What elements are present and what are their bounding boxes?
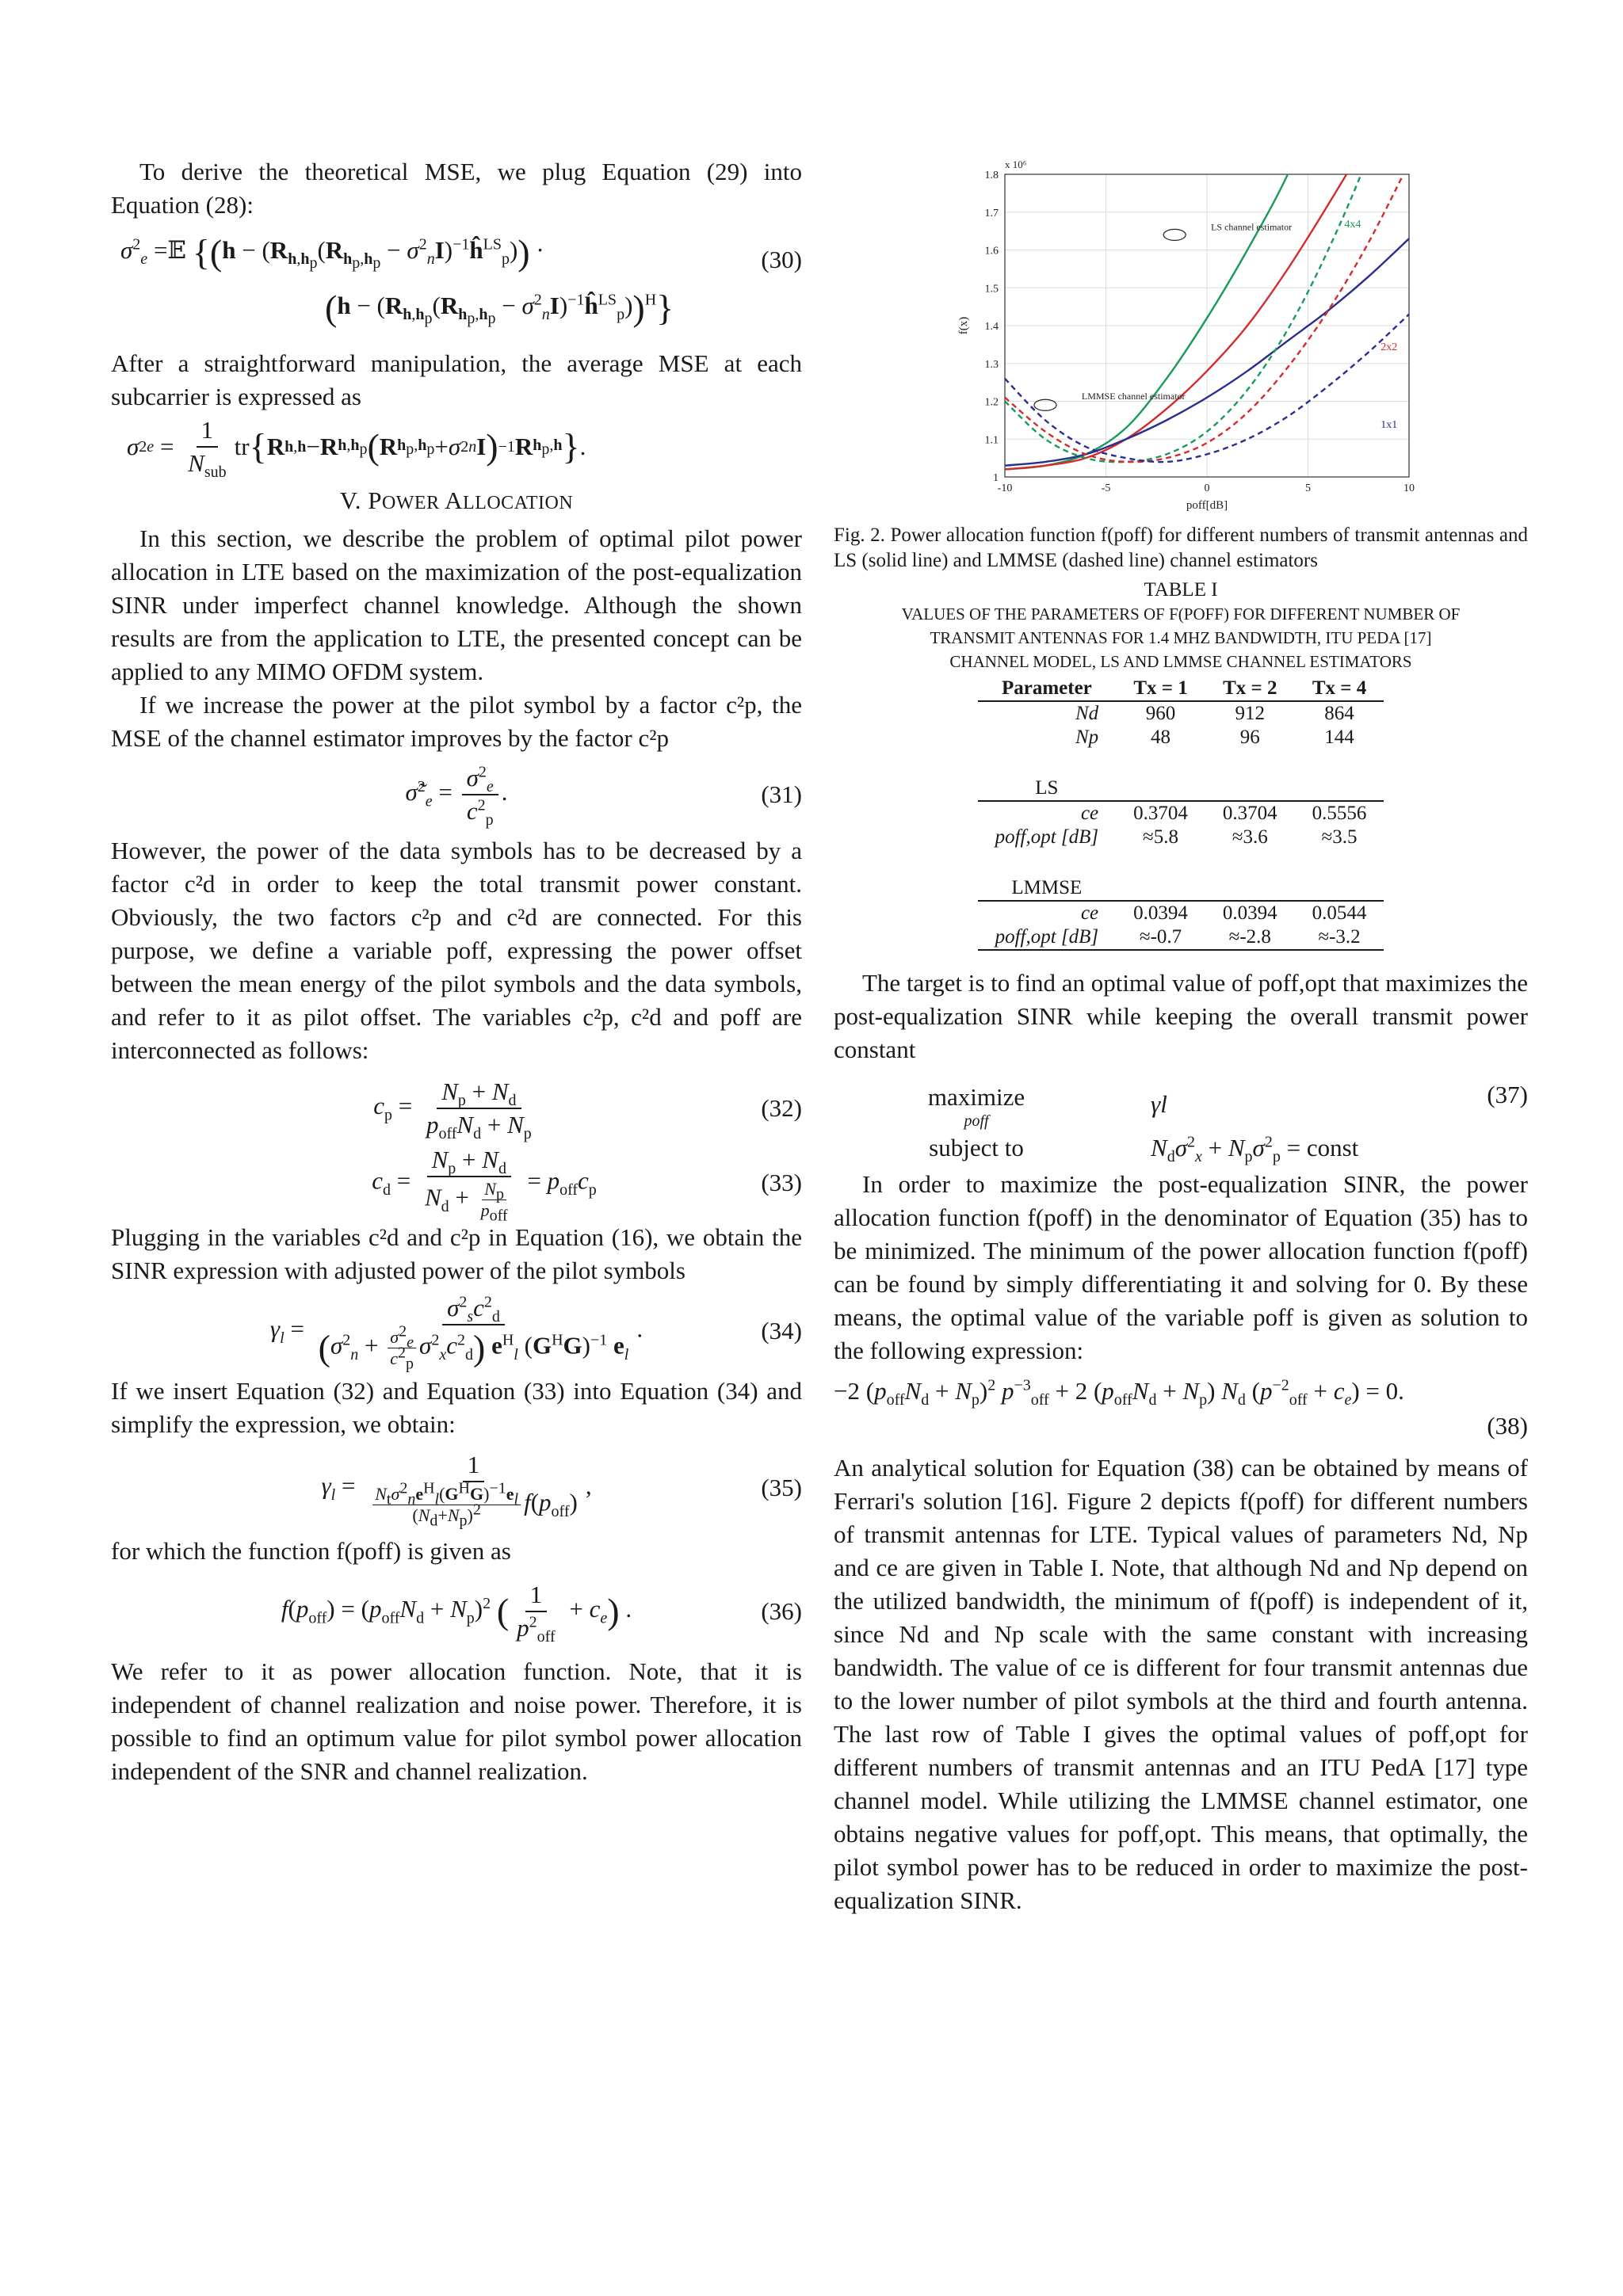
table-cell: 0.0544 <box>1312 902 1367 924</box>
table-cell-param: ce <box>1080 902 1099 924</box>
equation-average-mse: σ 2 e = $\frac{1}{N_{sub}}$ tr { R h,h − R $h,h_p$ ( R $h_p,h_p$ + σ 2 n I ) −1 R $h_p,h$ } . <box>127 416 586 482</box>
annotation-lmmse-estimator: LMMSE channel estimator <box>1081 391 1186 402</box>
table-cell: 0.3704 <box>1222 803 1277 824</box>
power-allocation-paragraph-2: If we increase the power at the pilot symbol by a factor c²p, the MSE of the channel estimator improves by the factor c²p <box>111 691 802 752</box>
y-tick-label: 1.4 <box>984 321 999 333</box>
table-cell: 0.3704 <box>1133 803 1188 824</box>
annotation-4x4: 4x4 <box>1344 218 1361 231</box>
maximize-subscript: poff <box>964 1112 989 1130</box>
table-group-label: LMMSE <box>978 876 1117 901</box>
table-row <box>978 925 1384 950</box>
power-allocation-chart <box>951 155 1426 520</box>
equation-38-number: (38) <box>1487 1412 1528 1440</box>
figure-caption: Fig. 2. Power allocation function f(poff) for different numbers of transmit antennas and LS (solid line) and LMMSE (dashed line) channel estimators <box>834 524 1528 571</box>
table-cell-param: ce <box>1080 803 1099 824</box>
table-cell: ≈3.6 <box>1232 826 1268 848</box>
axis-multiplier: x 10⁶ <box>1005 158 1027 170</box>
table-cell: 48 <box>1151 727 1171 748</box>
table-row <box>978 701 1384 726</box>
left-column <box>111 155 802 1788</box>
objective-expression: γl <box>1151 1090 1167 1118</box>
y-tick-label: 1.5 <box>984 283 999 296</box>
power-allocation-paragraph-7: We refer to it as power allocation function. Note, that it is independent of channel realization and noise power. Therefore, it is possible to find an optimum value for pilot symbol power allocation independent of the SNR and channel realization. <box>111 1657 802 1785</box>
table-cell: 0.0394 <box>1222 902 1277 924</box>
table-cell: ≈-3.2 <box>1318 926 1361 948</box>
y-tick-label: 1.1 <box>984 434 999 447</box>
equation-30-line1: $\sigma^2_e$ =𝔼 {($h - (R_{h,h_p}(R_{h_p,h_p}$ − $\sigma^2_nI)^{-1}ĥ^{LS}_p$)) · <box>120 231 544 273</box>
intro-paragraph: To derive the theoretical MSE, we plug Equation (29) into Equation (28): <box>111 158 802 219</box>
equation-30 <box>111 228 802 347</box>
power-allocation-paragraph-6: for which the function f(poff) is given as <box>111 1537 511 1565</box>
maximize-label <box>905 1081 1048 1128</box>
optimization-constraint <box>834 1131 1528 1165</box>
table-header: Parameter <box>978 677 1117 701</box>
table-caption-line3: CHANNEL MODEL, LS AND LMMSE CHANNEL ESTIMATORS <box>949 652 1412 671</box>
table-cell: 960 <box>1145 703 1176 724</box>
power-allocation-paragraph-4: Plugging in the variables c²d and c²p in Equation (16), we obtain the SINR expression with adjusted power of the pilot symbols <box>111 1223 802 1284</box>
annotation-ls-ellipse <box>1163 229 1186 240</box>
table-label: TABLE I <box>1144 579 1218 601</box>
constraint-expression: $N_d\sigma^2_x + N_p\sigma^2_p$ = const <box>1151 1133 1359 1166</box>
equation-35: $\gamma_l$ = 1 $\frac{N_t\sigma^2_ne^H_l(G^HG)^{-1}e_l}{(N_d+N_p)^2}$ $f(p_{off})$ , (35) <box>321 1450 802 1529</box>
table-row <box>978 826 1384 849</box>
power-allocation-paragraph-3: However, the power of the data symbols has to be decreased by a factor c²d in order to keep the total transmit power constant. Obviously, the two factors c²p and c²d are connected. For this purpose, we define a variable poff, expressing the power offset between the mean energy of the pilot symbols and the data symbols, and refer to it as pilot offset. The variables c²p, c²d and poff are interconnected as follows: <box>111 837 802 1064</box>
parameters-table <box>978 677 1384 951</box>
table-group-label: LS <box>978 776 1117 801</box>
table-caption <box>834 602 1528 673</box>
power-allocation-paragraph-1: In this section, we describe the problem of optimal pilot power allocation in LTE based on the maximization of the post-equalization SINR under imperfect channel knowledge. Although the shown results are from the application to LTE, the presented concept can be applied to any MIMO OFDM system. <box>111 524 802 685</box>
x-axis-label: poff[dB] <box>1186 499 1228 512</box>
table-cell: ≈5.8 <box>1143 826 1179 848</box>
equation-30-number: (30) <box>761 246 802 273</box>
right-paragraph-3: An analytical solution for Equation (38) can be obtained by means of Ferrari's solution [16]. Figure 2 depicts f(poff) for different numbers of transmit antennas for LTE. Typical values of parameters Nd, Np and ce are given in Table I. Note, that although Nd and Np depend on the utilized bandwidth, the minimum of f(poff) is independent of it, since Nd and Np scale with the same constant with increasing bandwidth. The value of ce is different for four transmit antennas due to the lower number of pilot symbols at the third and fourth antenna. The last row of Table I gives the optimal values of poff,opt for different numbers of transmit antennas and an ITU PedA [17] type channel model. While utilizing the LMMSE channel estimator, one obtains negative values for poff,opt. This means, that optimally, the pilot symbol power has to be reduced in order to maximize the post-equalization SINR. <box>834 1454 1528 1914</box>
table-cell: ≈3.5 <box>1321 826 1358 848</box>
equation-38: −2 $(p_{off}N_d + N_p)^2$ $p^{-3}_{off} + 2$ $(p_{off}N_d + N_p)$ $N_d$ $(p^{-2}_{off} + c_e) = 0$. (38) <box>834 1376 1528 1440</box>
section-title: V. POWER ALLOCATION <box>339 486 574 514</box>
table-cell-param: poff,opt [dB] <box>995 926 1099 948</box>
table-row <box>978 801 1384 826</box>
annotation-ls-estimator: LS channel estimator <box>1211 221 1293 233</box>
figure-2 <box>951 155 1426 520</box>
equation-37 <box>834 1081 1528 1168</box>
table-cell: 0.5556 <box>1312 803 1367 824</box>
table-header: Tx = 4 <box>1295 677 1384 701</box>
equation-33-number: (33) <box>761 1169 802 1196</box>
table-header: Tx = 1 <box>1116 677 1205 701</box>
table-cell: ≈-0.7 <box>1139 926 1182 948</box>
equation-34-number: (34) <box>761 1317 802 1344</box>
y-tick-label: 1.6 <box>984 245 999 257</box>
equation-31-number: (31) <box>761 780 802 808</box>
right-paragraph-1: The target is to find an optimal value of poff,opt that maximizes the post-equalization SINR while keeping the overall transmit power constant <box>834 969 1528 1063</box>
equation-33: $c_d$ = $N_p + N_d$ $N_d$ + $\frac{N_p}{p_{off}}$ = $p_{off}c_p$ (33) <box>372 1145 802 1224</box>
table-cell: 864 <box>1324 703 1354 724</box>
power-allocation-paragraph-5: If we insert Equation (32) and Equation (33) into Equation (34) and simplify the expression, we obtain: <box>111 1377 802 1438</box>
y-tick-label: 1.7 <box>984 207 999 219</box>
table-cell: 144 <box>1324 727 1354 748</box>
table-row <box>978 901 1384 925</box>
right-column <box>834 523 1528 1917</box>
table-spacer <box>978 849 1384 876</box>
y-tick-label: 1 <box>993 472 999 484</box>
equation-36: $f(p_{off}) = (p_{off}N_d + N_p)^2$ ( $\frac{1}{p^2_{off}}$ + $c_e$) . (36) <box>281 1581 802 1646</box>
table-cell: 912 <box>1235 703 1266 724</box>
y-tick-label: 1.8 <box>984 170 999 181</box>
y-axis-label: f(x) <box>957 316 970 335</box>
table-header: Tx = 2 <box>1205 677 1295 701</box>
maximize-text: maximize <box>927 1083 1025 1111</box>
x-tick-label: -5 <box>1101 482 1111 494</box>
table-cell-param: Np <box>1075 727 1099 748</box>
equation-35-number: (35) <box>761 1474 802 1501</box>
table-cell: 0.0394 <box>1133 902 1188 924</box>
y-tick-label: 1.2 <box>984 396 999 409</box>
annotation-2x2: 2x2 <box>1381 341 1398 354</box>
right-paragraph-2: In order to maximize the post-equalization SINR, the power allocation function f(poff) in the denominator of Equation (35) has to be minimized. The minimum of the power allocation function f(poff) can be found by simply differentiating it and solving for 0. By these means, the optimal value of the variable poff is given as solution to the following expression: <box>834 1170 1528 1364</box>
table-group-row <box>978 776 1384 801</box>
table-cell-param: poff,opt [dB] <box>995 826 1099 848</box>
table-spacer <box>978 749 1384 776</box>
table-group-row <box>978 876 1384 901</box>
table-caption-line1: VALUES OF THE PARAMETERS OF F(POFF) FOR DIFFERENT NUMBER OF <box>901 605 1461 624</box>
x-tick-label: -10 <box>997 482 1013 494</box>
equation-34: $\gamma_l$ = $\sigma^2_sc^2_d$ ($\sigma^2_n$ + $\frac{\sigma^2_e}{c^2_p}$ $\sigma^2_xc^2_d$) $e^H_l$ $(G^HG)^{-1}$ $e_l$ . (34) <box>269 1293 802 1372</box>
table-caption-line2: TRANSMIT ANTENNAS FOR 1.4 MHZ BANDWIDTH, ITU PEDA [17] <box>930 628 1432 647</box>
equation-30-line2: ($h - (R_{h,h_p}(R_{h_p,h_p}$ − $\sigma^2_nI)^{-1}ĥ^{LS}_p))^H$} <box>325 287 674 328</box>
table-cell: ≈-2.8 <box>1228 926 1271 948</box>
table-row <box>978 726 1384 749</box>
annotation-1x1: 1x1 <box>1381 418 1398 431</box>
table-cell: 96 <box>1239 727 1260 748</box>
table-header-row <box>978 677 1384 701</box>
table-cell-param: Nd <box>1075 703 1099 724</box>
x-tick-label: 0 <box>1204 482 1210 494</box>
equation-32: $c_p$ = $\frac{N_p + N_d}{p_{off}N_d + N_p}$ (32) <box>373 1077 802 1143</box>
y-tick-label: 1.3 <box>984 358 999 371</box>
equation-37-number: (37) <box>1487 1081 1528 1108</box>
equation-32-number: (32) <box>761 1094 802 1122</box>
equation-36-number: (36) <box>761 1597 802 1625</box>
subject-to-label: subject to <box>929 1134 1024 1161</box>
x-tick-label: 5 <box>1305 482 1311 494</box>
x-tick-label: 10 <box>1403 482 1415 494</box>
optimization-objective <box>834 1081 1528 1128</box>
equation-31: σ̃$^2_e$ = $\frac{\sigma^2_e}{c^2_p}$ . (31) <box>405 763 802 830</box>
after-manipulation-paragraph: After a straightforward manipulation, the average MSE at each subcarrier is expressed as <box>111 349 802 410</box>
